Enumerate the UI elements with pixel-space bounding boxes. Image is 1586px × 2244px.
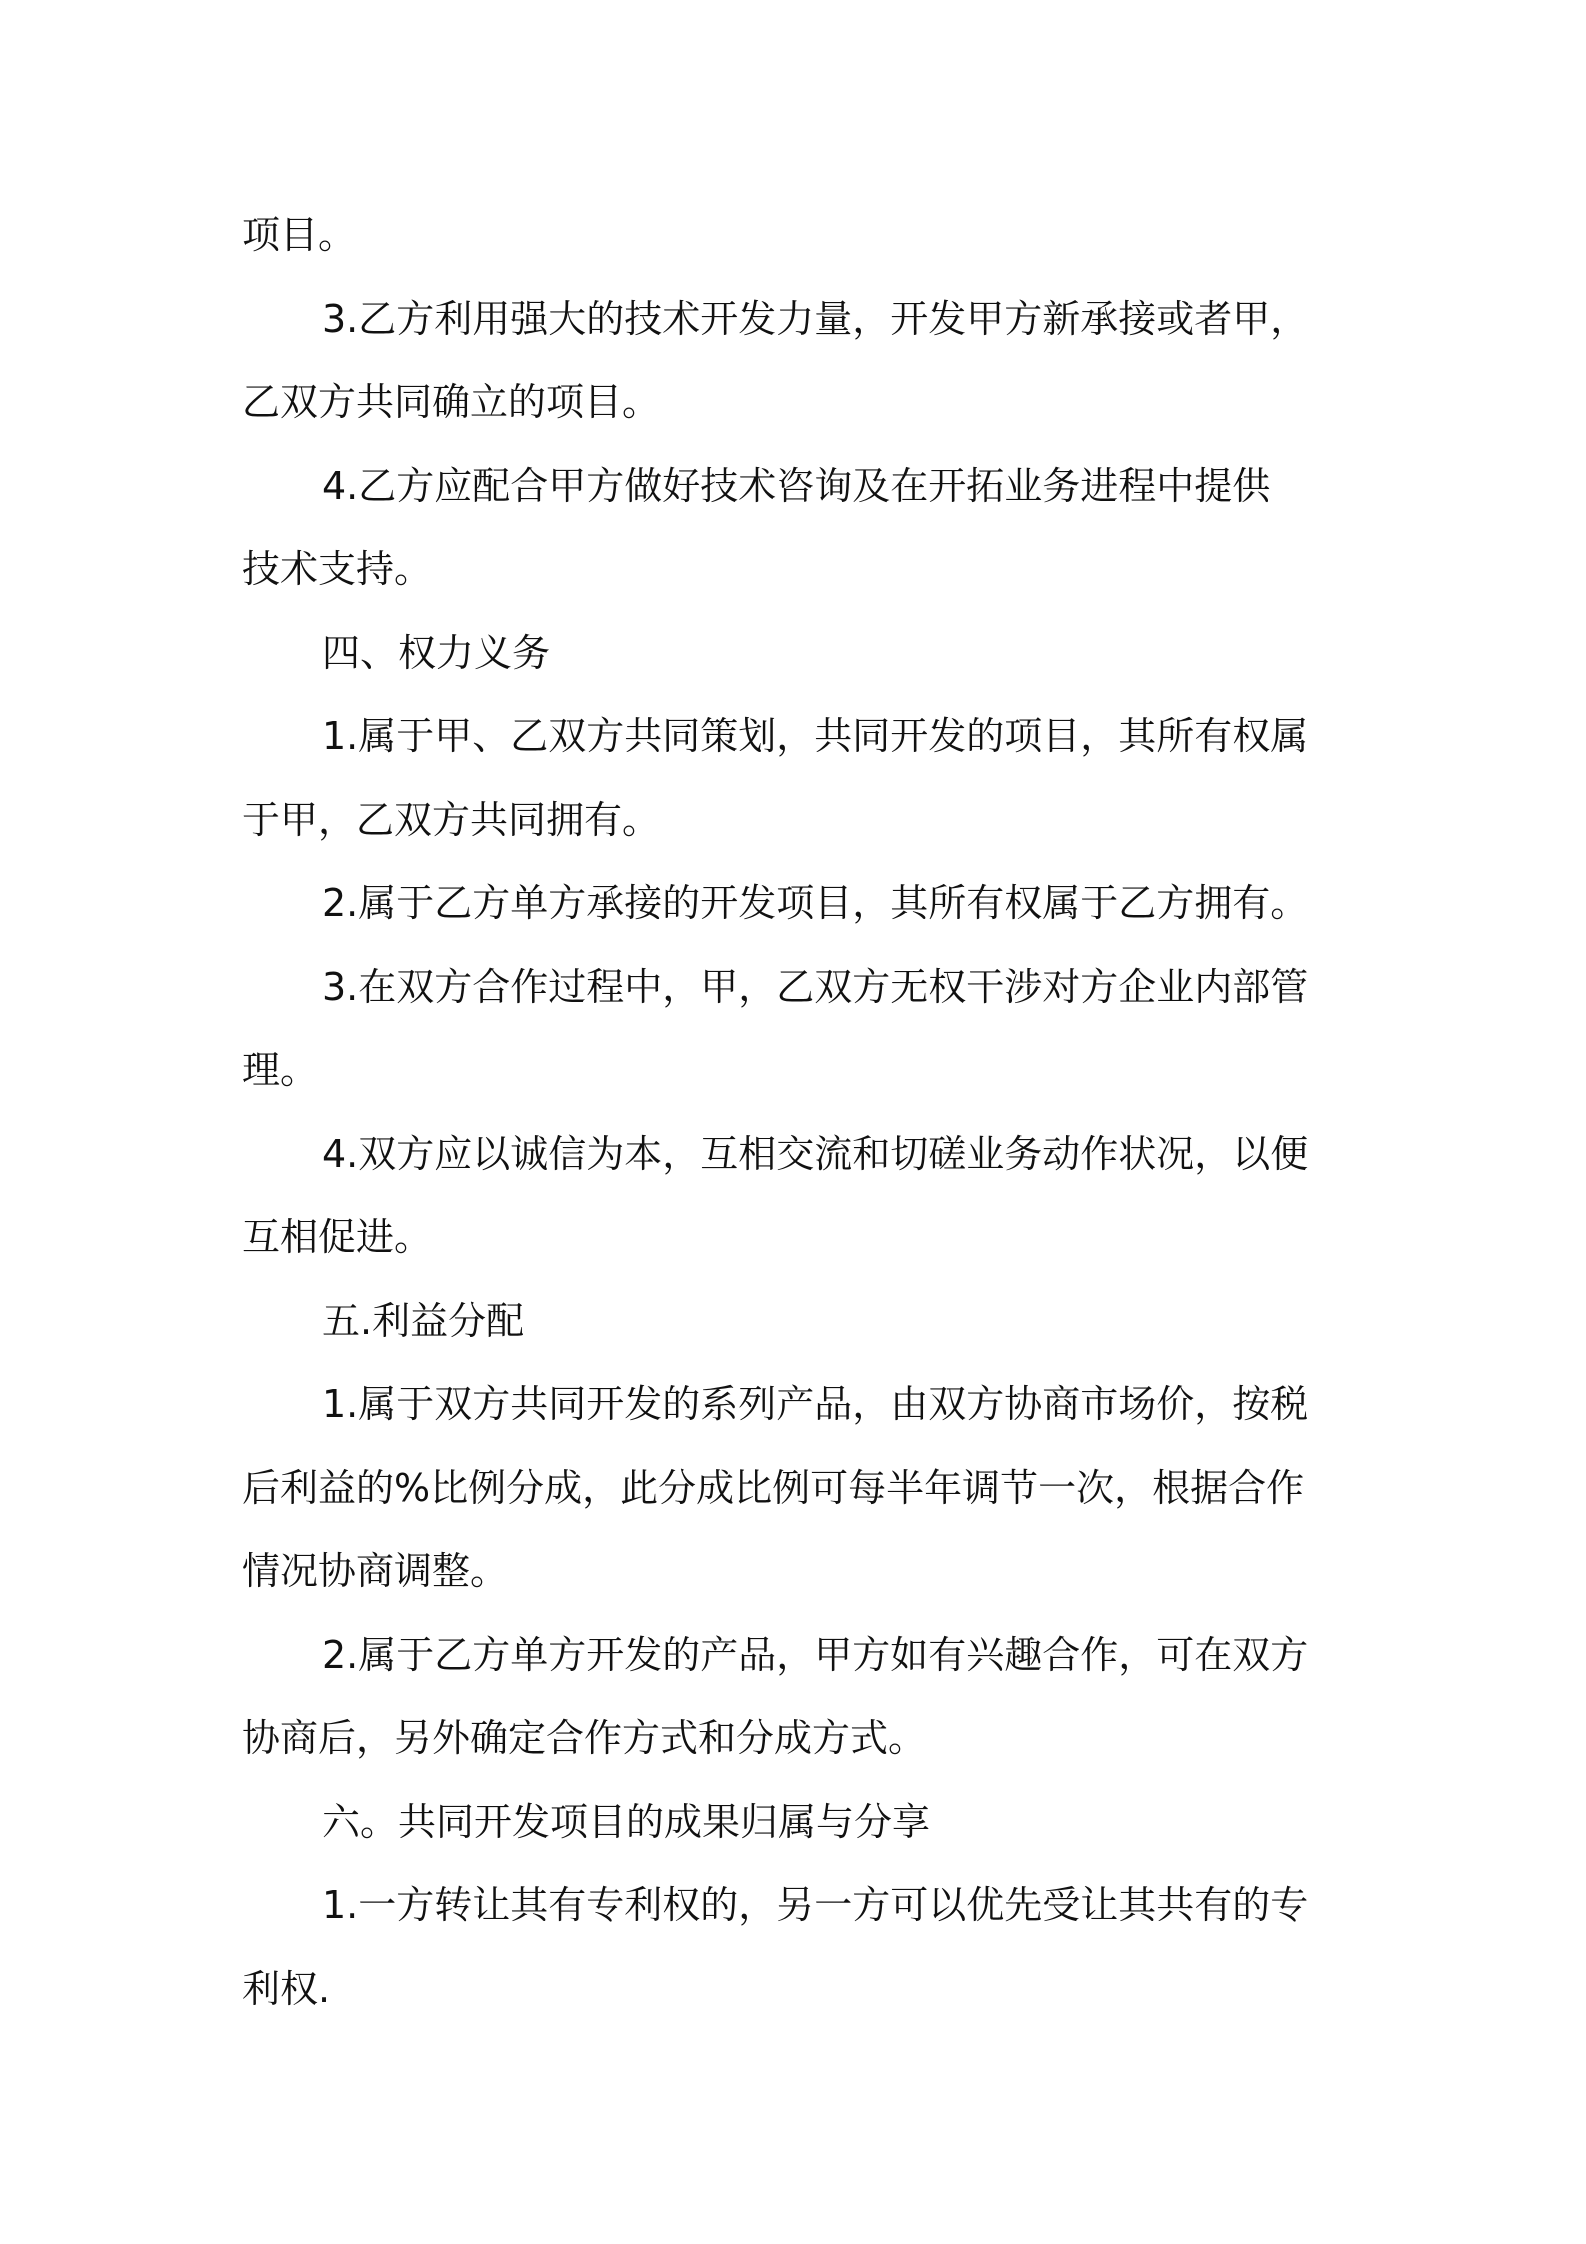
text-line: 五.利益分配 — [322, 1298, 525, 1343]
text-line: 四、权力义务 — [322, 630, 551, 675]
text-line: 2.属于乙方单方承接的开发项目，其所有权属于乙方拥有。 — [322, 881, 1309, 925]
text-line: 4.乙方应配合甲方做好技术咨询及在开拓业务进程中提供 — [322, 463, 1271, 508]
text-line: 互相促进。 — [242, 1215, 433, 1259]
text-line: 于甲，乙双方共同拥有。 — [242, 797, 661, 842]
text-line: 项目。 — [242, 213, 357, 257]
text-line: 1.一方转让其有专利权的，另一方可以优先受让其共有的专 — [322, 1883, 1309, 1927]
text-line: 1.属于甲、乙双方共同策划，共同开发的项目，其所有权属 — [322, 714, 1309, 758]
text-line: 乙双方共同确立的项目。 — [242, 380, 661, 424]
text-line: 六。共同开发项目的成果归属与分享 — [322, 1799, 931, 1844]
text-line: 3.乙方利用强大的技术开发力量，开发甲方新承接或者甲， — [322, 296, 1309, 341]
text-line: 4.双方应以诚信为本，互相交流和切磋业务动作状况，以便 — [322, 1131, 1309, 1176]
text-line: 技术支持。 — [242, 547, 433, 591]
text-line: 理。 — [242, 1048, 319, 1092]
text-line: 1.属于双方共同开发的系列产品，由双方协商市场价，按税 — [322, 1382, 1309, 1426]
text-line: 后利益的%比例分成，此分成比例可每半年调节一次，根据合作 — [242, 1465, 1305, 1510]
text-line: 3.在双方合作过程中，甲，乙双方无权干涉对方企业内部管 — [322, 964, 1309, 1009]
text-line: 利权. — [242, 1966, 331, 2011]
text-line: 协商后，另外确定合作方式和分成方式。 — [242, 1716, 927, 1760]
text-line: 情况协商调整。 — [242, 1549, 509, 1593]
text-line: 2.属于乙方单方开发的产品，甲方如有兴趣合作，可在双方 — [322, 1632, 1309, 1677]
document-body — [242, 194, 1362, 2031]
